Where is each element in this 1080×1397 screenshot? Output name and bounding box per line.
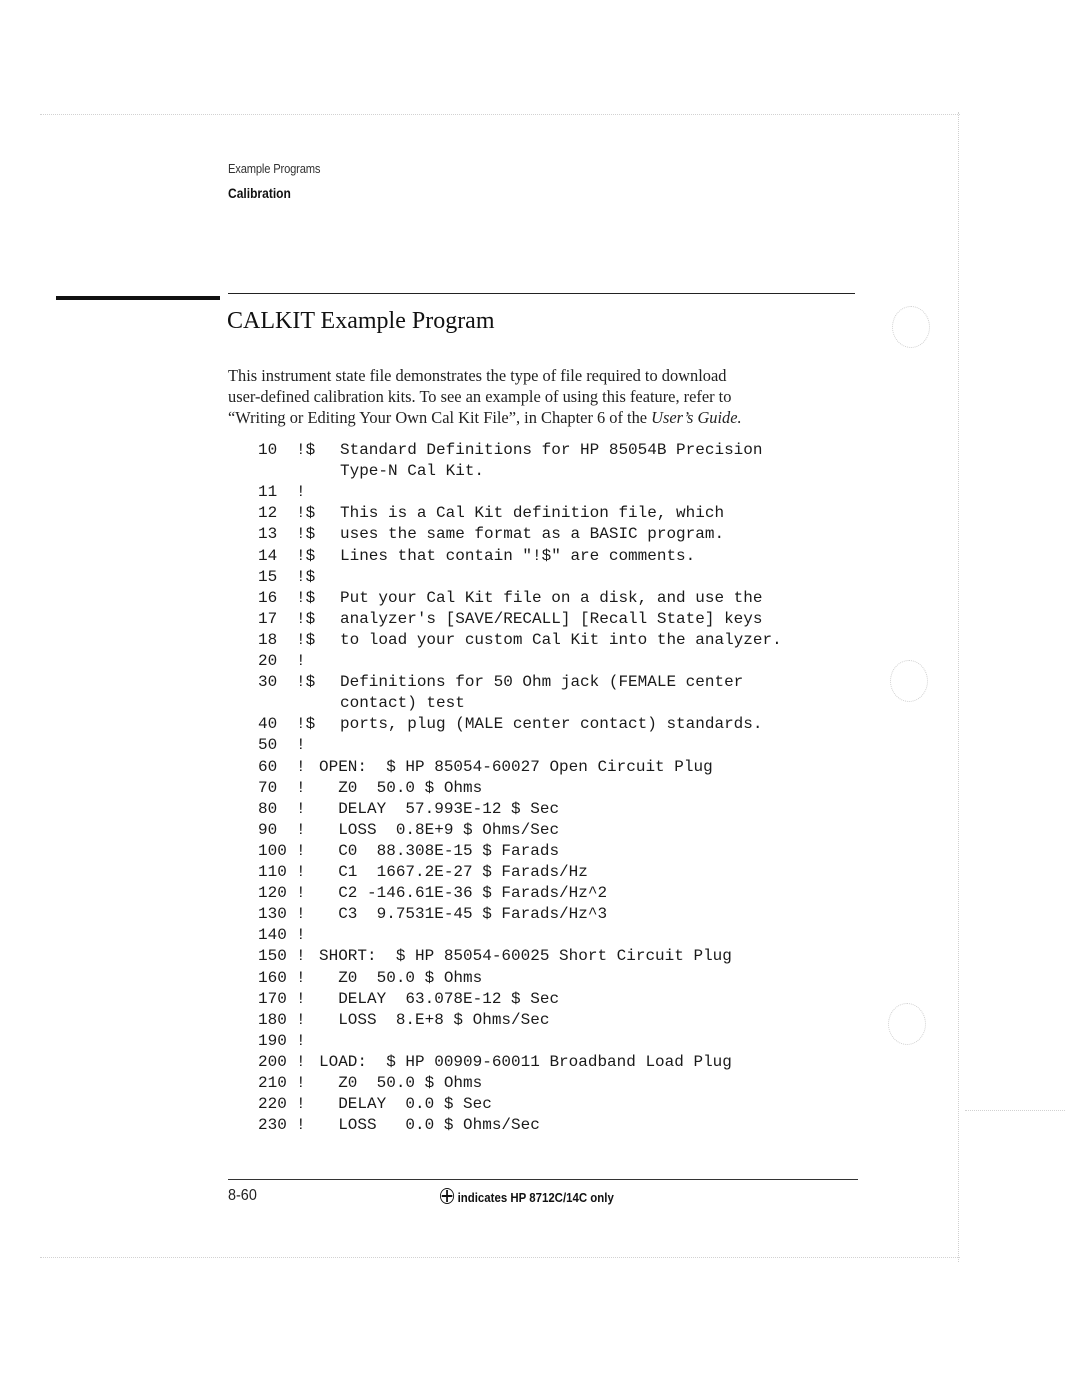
code-text: DELAY 63.078E-12 $ Sec bbox=[319, 989, 560, 1008]
line-number: 16 bbox=[258, 588, 278, 607]
comment-marker: ! bbox=[296, 799, 306, 818]
intro-line: user-defined calibration kits. To see an example of using this feature, refer to bbox=[228, 387, 732, 406]
line-number: 50 bbox=[258, 736, 278, 755]
page-title: CALKIT Example Program bbox=[227, 308, 495, 334]
line-number: 210 bbox=[258, 1074, 287, 1092]
line-number: 110 bbox=[258, 863, 287, 881]
line-number: 220 bbox=[258, 1095, 287, 1114]
line-number: 180 bbox=[258, 1010, 287, 1029]
code-text: LOSS 0.8E+9 $ Ohms/Sec bbox=[319, 820, 560, 839]
line-number: 11 bbox=[258, 483, 278, 502]
comment-marker: ! bbox=[296, 905, 306, 924]
hp-model-symbol-icon bbox=[440, 1188, 454, 1204]
comment-marker: !$ bbox=[296, 441, 316, 459]
code-text: C0 88.308E-15 $ Farads bbox=[319, 841, 560, 860]
comment-marker: ! bbox=[296, 736, 306, 755]
line-number: 18 bbox=[258, 630, 278, 649]
code-text: Z0 50.0 $ Ohms bbox=[319, 778, 483, 797]
scan-edge-right bbox=[958, 112, 959, 1262]
code-text: Z0 50.0 $ Ohms bbox=[319, 1074, 483, 1092]
code-text: Definitions for 50 Ohm jack (FEMALE center bbox=[340, 673, 744, 692]
line-number: 170 bbox=[258, 989, 287, 1008]
code-text: Standard Definitions for HP 85054B Precision bbox=[340, 441, 763, 459]
scan-edge-top bbox=[40, 114, 960, 115]
line-number: 160 bbox=[258, 968, 287, 987]
comment-marker: ! bbox=[296, 778, 306, 797]
line-number: 13 bbox=[258, 525, 278, 544]
comment-marker: ! bbox=[296, 1095, 306, 1114]
line-number: 70 bbox=[258, 778, 278, 797]
comment-marker: !$ bbox=[296, 525, 316, 544]
line-number: 10 bbox=[258, 441, 278, 459]
line-number: 15 bbox=[258, 567, 278, 586]
line-number: 90 bbox=[258, 820, 278, 839]
comment-marker: ! bbox=[296, 1010, 306, 1029]
comment-marker: !$ bbox=[296, 609, 316, 628]
line-number: 30 bbox=[258, 673, 278, 692]
line-number: 14 bbox=[258, 546, 278, 565]
line-number: 140 bbox=[258, 926, 287, 945]
comment-marker: ! bbox=[296, 820, 306, 839]
section-rule-thin bbox=[228, 293, 855, 294]
code-text: DELAY 57.993E-12 $ Sec bbox=[319, 799, 560, 818]
code-text: LOSS 0.0 $ Ohms/Sec bbox=[319, 1116, 540, 1135]
line-number: 60 bbox=[258, 757, 278, 776]
scan-edge-right-tick bbox=[965, 1110, 1065, 1111]
comment-marker: ! bbox=[296, 1116, 306, 1135]
comment-marker: ! bbox=[296, 757, 306, 776]
binder-hole-icon bbox=[892, 306, 930, 348]
scan-edge-bottom bbox=[40, 1257, 960, 1258]
line-number: 17 bbox=[258, 609, 278, 628]
line-number: 100 bbox=[258, 841, 287, 860]
code-text: DELAY 0.0 $ Sec bbox=[319, 1095, 492, 1114]
footer-note-text: indicates HP 8712C/14C only bbox=[457, 1190, 614, 1205]
code-text: OPEN: $ HP 85054-60027 Open Circuit Plug bbox=[319, 757, 713, 776]
intro-paragraph bbox=[228, 365, 858, 428]
comment-marker: !$ bbox=[296, 588, 316, 607]
code-text: This is a Cal Kit definition file, which bbox=[340, 504, 725, 523]
comment-marker: ! bbox=[296, 863, 306, 881]
line-number: 200 bbox=[258, 1052, 287, 1071]
line-number: 130 bbox=[258, 905, 287, 924]
comment-marker: ! bbox=[296, 989, 306, 1008]
code-text: C3 9.7531E-45 $ Farads/Hz^3 bbox=[319, 905, 608, 924]
line-number: 190 bbox=[258, 1031, 287, 1050]
comment-marker: !$ bbox=[296, 546, 316, 565]
code-text: LOSS 8.E+8 $ Ohms/Sec bbox=[319, 1010, 550, 1029]
code-text: ports, plug (MALE center contact) standards. bbox=[340, 715, 763, 734]
line-number: 80 bbox=[258, 799, 278, 818]
code-text: contact) test bbox=[340, 694, 465, 713]
code-text: analyzer's [SAVE/RECALL] [Recall State] keys bbox=[340, 609, 763, 628]
binder-hole-icon bbox=[888, 1003, 926, 1045]
line-number: 40 bbox=[258, 715, 278, 734]
comment-marker: ! bbox=[296, 483, 306, 502]
code-text: LOAD: $ HP 00909-60011 Broadband Load Plug bbox=[319, 1052, 732, 1071]
comment-marker: !$ bbox=[296, 673, 316, 692]
code-text: C2 -146.61E-36 $ Farads/Hz^2 bbox=[319, 884, 608, 903]
comment-marker: ! bbox=[296, 1074, 306, 1092]
users-guide-reference: User’s Guide. bbox=[651, 408, 742, 427]
comment-marker: !$ bbox=[296, 630, 316, 649]
comment-marker: ! bbox=[296, 884, 306, 903]
code-text: Put your Cal Kit file on a disk, and use the bbox=[340, 588, 763, 607]
running-header-section: Example Programs bbox=[228, 161, 321, 176]
binder-hole-icon bbox=[890, 660, 928, 702]
comment-marker: ! bbox=[296, 926, 306, 945]
footer-rule bbox=[228, 1179, 858, 1180]
comment-marker: ! bbox=[296, 652, 306, 670]
comment-marker: ! bbox=[296, 1052, 306, 1071]
line-number: 20 bbox=[258, 652, 278, 670]
footer-note bbox=[440, 1188, 614, 1205]
code-text: Z0 50.0 $ Ohms bbox=[319, 968, 483, 987]
comment-marker: !$ bbox=[296, 567, 316, 586]
code-text: Lines that contain "!$" are comments. bbox=[340, 546, 696, 565]
line-number: 150 bbox=[258, 947, 287, 966]
code-text: Type-N Cal Kit. bbox=[340, 462, 485, 481]
code-text: uses the same format as a BASIC program. bbox=[340, 525, 725, 544]
comment-marker: ! bbox=[296, 841, 306, 860]
line-number: 12 bbox=[258, 504, 278, 523]
code-text: SHORT: $ HP 85054-60025 Short Circuit Plug bbox=[319, 947, 732, 966]
line-number: 230 bbox=[258, 1116, 287, 1135]
code-text: to load your custom Cal Kit into the analyzer. bbox=[340, 630, 782, 649]
comment-marker: !$ bbox=[296, 504, 316, 523]
comment-marker: ! bbox=[296, 947, 306, 966]
running-header-chapter: Calibration bbox=[228, 185, 291, 201]
code-text: C1 1667.2E-27 $ Farads/Hz bbox=[319, 863, 588, 881]
comment-marker: ! bbox=[296, 1031, 306, 1050]
intro-line: This instrument state file demonstrates the type of file required to download bbox=[228, 366, 727, 385]
comment-marker: !$ bbox=[296, 715, 316, 734]
comment-marker: ! bbox=[296, 968, 306, 987]
line-number: 120 bbox=[258, 884, 287, 903]
section-rule-thick bbox=[56, 296, 220, 300]
intro-line: “Writing or Editing Your Own Cal Kit File”, in Chapter 6 of the User’s Guide. bbox=[228, 408, 742, 427]
page-number: 8-60 bbox=[228, 1187, 257, 1204]
